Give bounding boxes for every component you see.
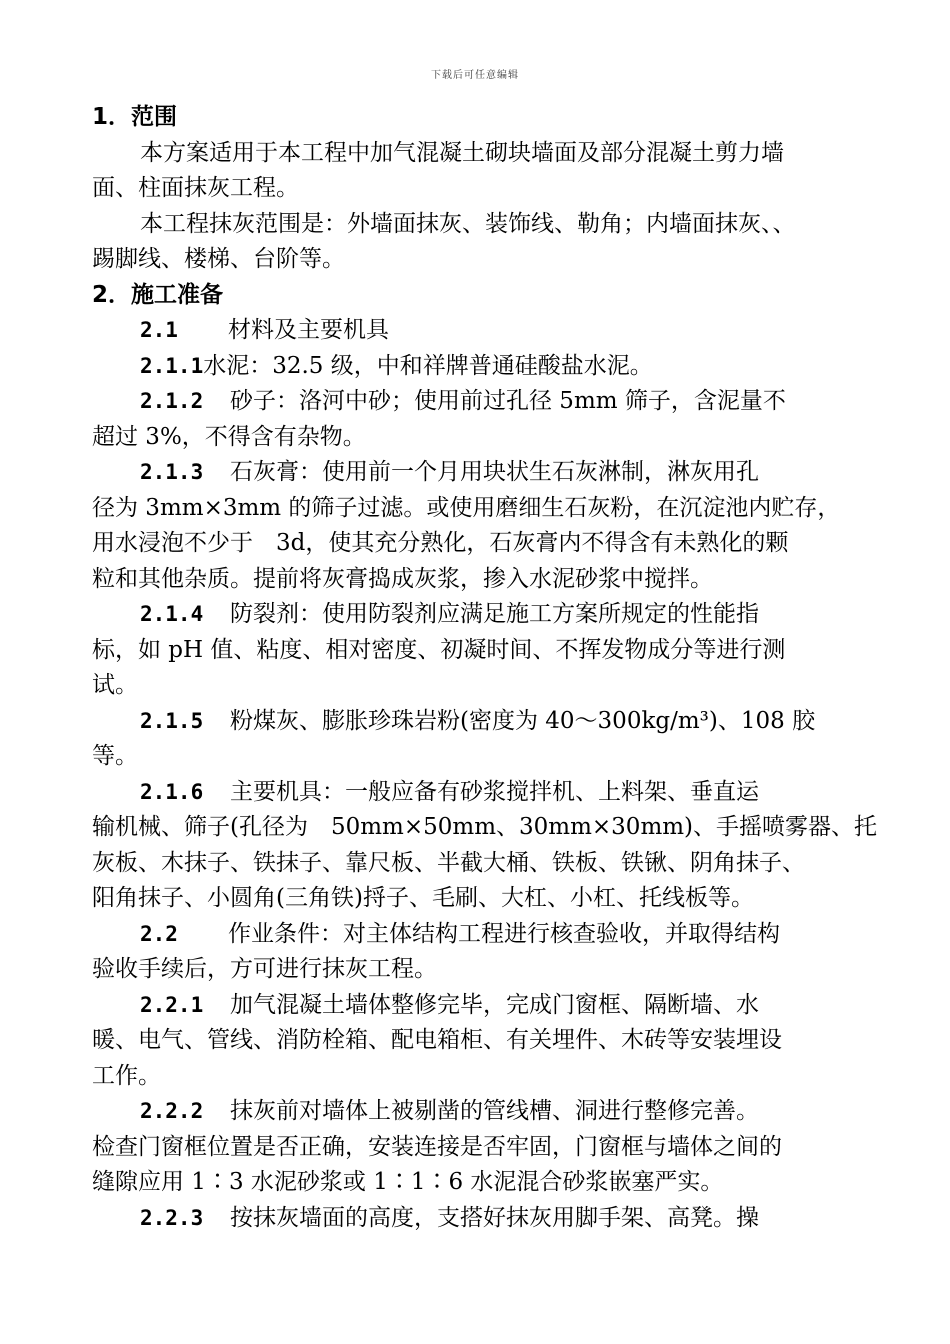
clause-2-1: [92, 313, 862, 349]
clause-2-2-3: [92, 1201, 862, 1237]
clause-number: 2.1.5: [140, 708, 204, 733]
clause-number: 2.2.1: [140, 992, 204, 1017]
paragraph-line: 本方案适用于本工程中加气混凝土砌块墙面及部分混凝土剪力墙: [140, 139, 784, 166]
clause-number: 2.1.3: [140, 460, 204, 484]
clause-2-2-1: [92, 988, 862, 1024]
clause-text: 抹灰前对墙体上被剔凿的管线槽、洞进行整修完善。: [230, 1098, 759, 1124]
clause-number: 2.1.6: [140, 779, 204, 804]
clause-number: 2.1.4: [140, 602, 204, 626]
paragraph-line: 粒和其他杂质。提前将灰膏捣成灰浆，掺入水泥砂浆中搅拌。: [92, 565, 713, 592]
clause-2-1-4: [92, 597, 862, 633]
section-1-title: 1．范围: [92, 104, 178, 130]
paragraph-line: 灰板、木抹子、铁抹子、靠尺板、半截大桶、铁板、铁锹、阴角抹子、: [92, 849, 805, 876]
document-body: [92, 100, 878, 1236]
clause-2-1-6: [92, 775, 862, 811]
paragraph-line: 超过 3%，不得含有杂物。: [92, 423, 366, 450]
paragraph-line: 验收手续后，方可进行抹灰工程。: [92, 956, 437, 982]
paragraph-line: 缝隙应用 1∶3 水泥砂浆或 1∶1∶6 水泥混合砂浆嵌塞严实。: [92, 1169, 724, 1195]
clause-text: 水泥：32.5 级，中和祥牌普通硅酸盐水泥。: [203, 352, 653, 379]
clause-2-2-2: [92, 1094, 862, 1130]
clause-2-1-5: [92, 704, 862, 740]
clause-text: 防裂剂：使用防裂剂应满足施工方案所规定的性能指: [230, 601, 759, 627]
section-2-title: 2．施工准备: [92, 281, 224, 308]
clause-number: 2.1: [140, 318, 178, 342]
clause-number: 2.1.1: [140, 353, 204, 378]
clause-text: 加气混凝土墙体整修完毕，完成门窗框、隔断墙、水: [230, 991, 759, 1018]
paragraph-line: 径为 3mm×3mm 的筛子过滤。或使用磨细生石灰粉，在沉淀池内贮存，: [92, 494, 841, 521]
paragraph-line: 试。: [92, 672, 138, 698]
paragraph-line: 暖、电气、管线、消防栓箱、配电箱柜、有关埋件、木砖等安装埋设: [92, 1027, 782, 1053]
paragraph-line: 踢脚线、楼梯、台阶等。: [92, 246, 345, 272]
paragraph-line: 工作。: [92, 1062, 161, 1089]
clause-text: 作业条件：对主体结构工程进行核查验收，并取得结构: [228, 920, 780, 947]
clause-number: 2.2.3: [140, 1205, 204, 1230]
clause-text: 砂子：洛河中砂；使用前过孔径 5mm 筛子，含泥量不: [230, 388, 786, 414]
paragraph-line: 输机械、筛子(孔径为 50mm×50mm、30mm×30mm)、手摇喷雾器、托: [92, 814, 878, 840]
paragraph-line: 等。: [92, 743, 138, 769]
clause-2-2: [92, 917, 862, 953]
clause-text: 按抹灰墙面的高度，支搭好抹灰用脚手架、高凳。操: [230, 1204, 759, 1231]
clause-text: 石灰膏：使用前一个月用块状生石灰淋制，淋灰用孔: [230, 459, 759, 485]
clause-2-1-3: [92, 455, 862, 491]
clause-number: 2.1.2: [140, 389, 204, 413]
clause-number: 2.2.2: [140, 1099, 204, 1123]
paragraph-line: 用水浸泡不少于 3d，使其充分熟化，石灰膏内不得含有未熟化的颗: [92, 530, 789, 556]
clause-text: 主要机具：一般应备有砂浆搅拌机、上料架、垂直运: [230, 778, 759, 805]
paragraph-line: 阳角抹子、小圆角(三角铁)捋子、毛刷、大杠、小杠、托线板等。: [92, 885, 754, 911]
clause-2-1-1: [92, 349, 862, 385]
clause-number: 2.2: [140, 921, 178, 946]
paragraph-line: 面、柱面抹灰工程。: [92, 175, 299, 201]
clause-text: 粉煤灰、膨胀珍珠岩粉(密度为 40～300kg/m³)、108 胶: [230, 707, 816, 734]
page-header-note: 下载后可任意编辑: [431, 70, 519, 81]
paragraph-line: 检查门窗框位置是否正确，安装连接是否牢固，门窗框与墙体之间的: [92, 1133, 782, 1160]
clause-2-1-2: [92, 384, 862, 420]
clause-text: 材料及主要机具: [228, 317, 389, 343]
paragraph-line: 标，如 pH 值、粘度、相对密度、初凝时间、不挥发物成分等进行测: [92, 636, 786, 663]
paragraph-line: 本工程抹灰范围是：外墙面抹灰、装饰线、勒角；内墙面抹灰、、: [140, 210, 796, 237]
